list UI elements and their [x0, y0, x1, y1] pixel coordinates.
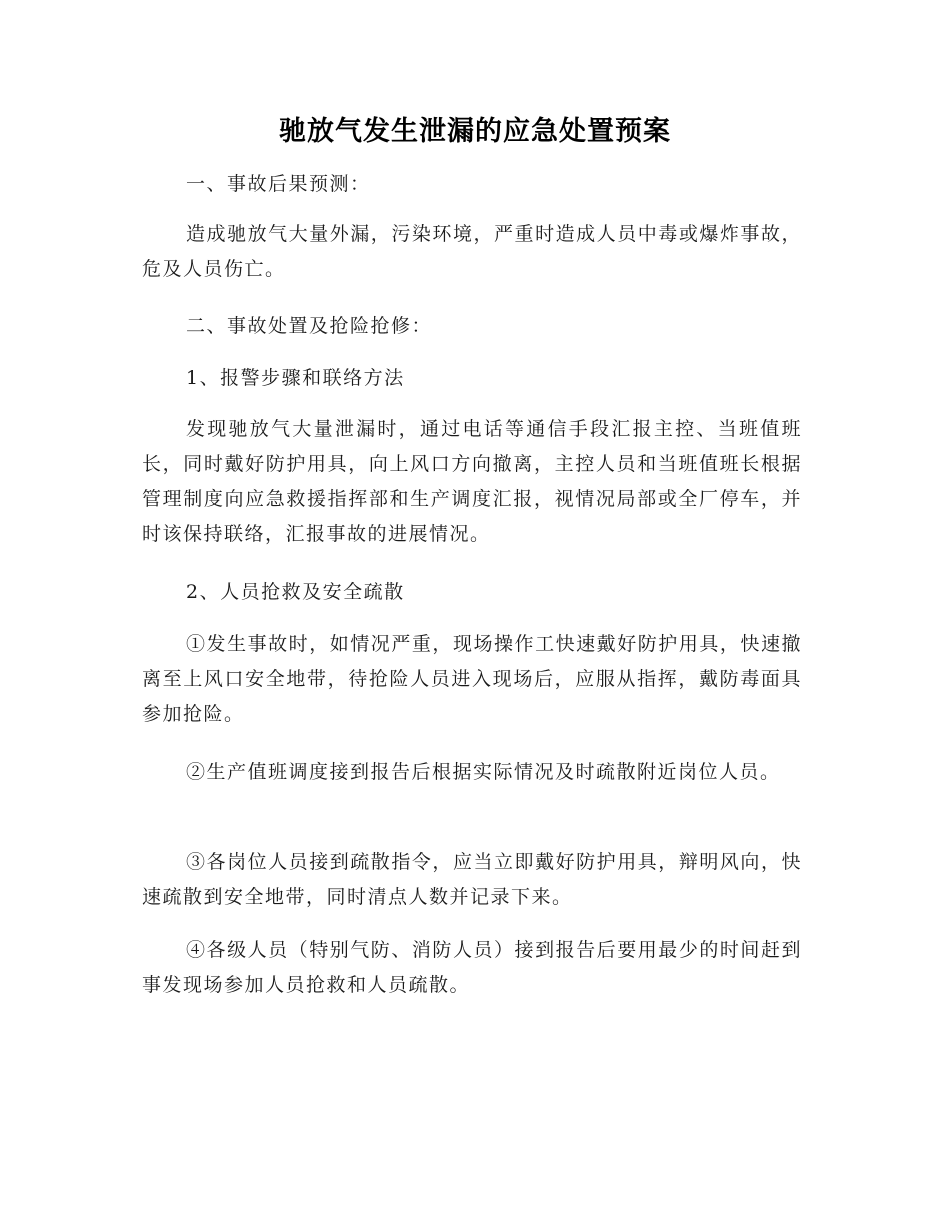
section-heading-consequences: 一、事故后果预测： — [186, 173, 371, 195]
section-heading-handling: 二、事故处置及抢险抢修： — [186, 315, 433, 337]
paragraph-alarm-steps: 发现驰放气大量泄漏时，通过电话等通信手段汇报主控、当班值班长，同时戴好防护用具，向上风口方向撤离，主控人员和当班值班长根据管理制度向应急救援指挥部和生产调度汇报，视情况局部或全厂停车，并时该保持联络，汇报事故的进展情况。 — [142, 418, 802, 545]
paragraph-consequences: 造成驰放气大量外漏，污染环境，严重时造成人员中毒或爆炸事故，危及人员伤亡。 — [142, 223, 802, 280]
subheading-alarm-steps: 1、报警步骤和联络方法 — [186, 367, 405, 389]
list-item-2: ②生产值班调度接到报告后根据实际情况及时疏散附近岗位人员。 — [186, 761, 781, 783]
subheading-rescue-evacuation: 2、人员抢救及安全疏散 — [186, 581, 405, 603]
list-item-4: ④各级人员（特别气防、消防人员）接到报告后要用最少的时间赶到事发现场参加人员抢救和人员疏散。 — [142, 939, 802, 996]
document-title: 驰放气发生泄漏的应急处置预案 — [279, 116, 671, 147]
list-item-3: ③各岗位人员接到疏散指令，应当立即戴好防护用具，辩明风向，快速疏散到安全地带，同时清点人数并记录下来。 — [142, 851, 802, 908]
list-item-1: ①发生事故时，如情况严重，现场操作工快速戴好防护用具，快速撤离至上风口安全地带，待抢险人员进入现场后，应服从指挥，戴防毒面具参加抢险。 — [142, 633, 802, 725]
